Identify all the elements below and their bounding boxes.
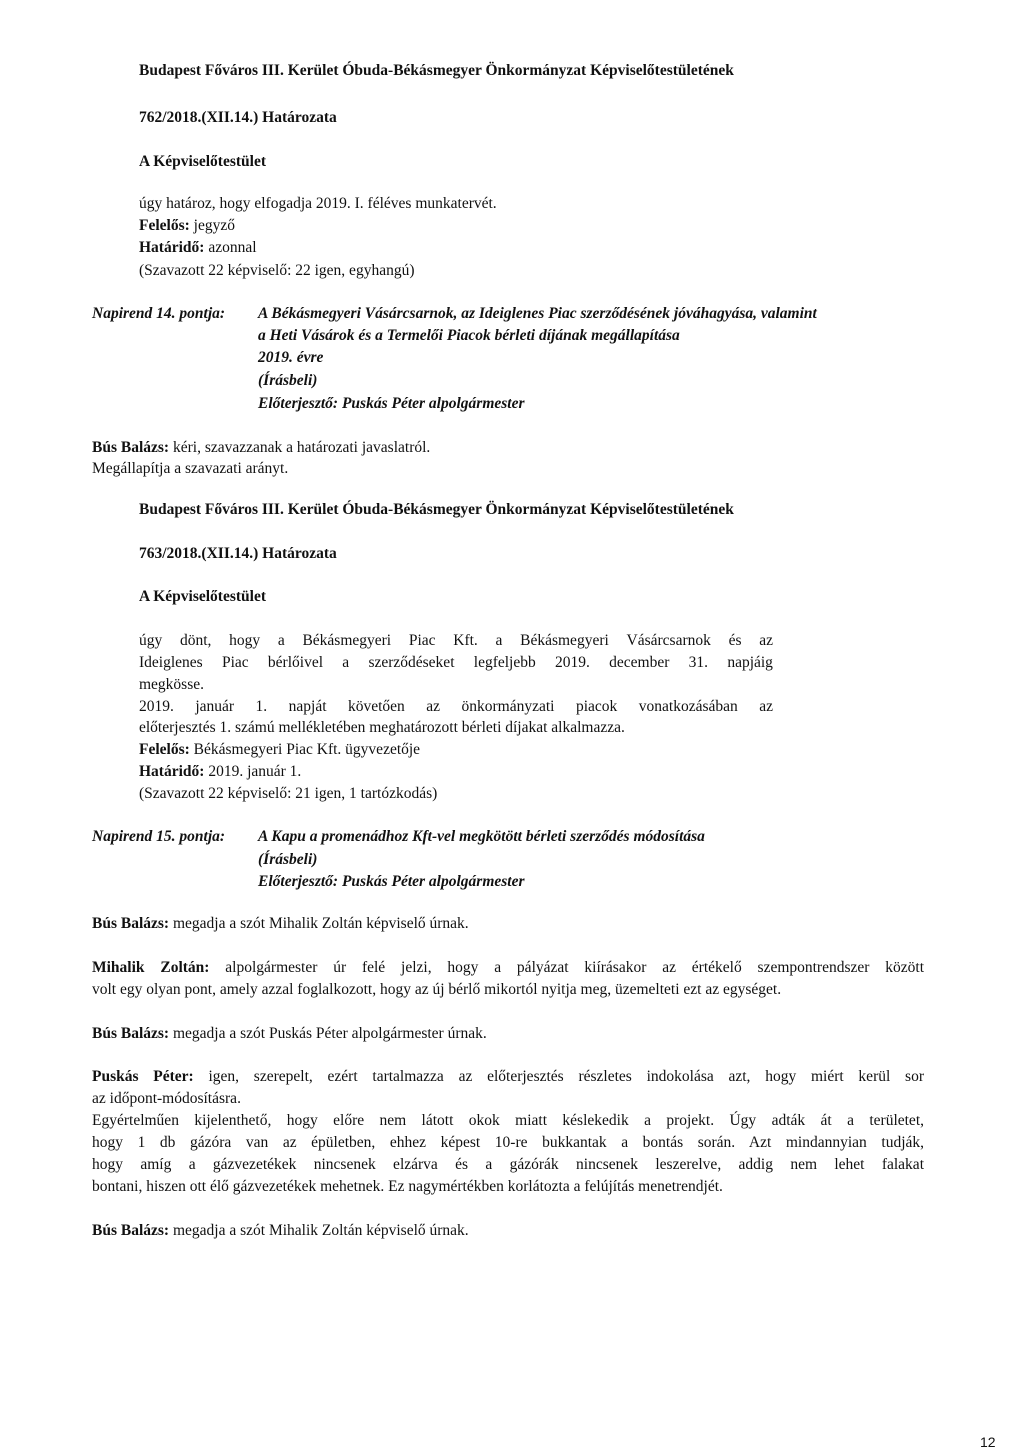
speech-text-cont: bontani, hiszen ott élő gázvezetékek mehetnek. Ez nagymértékben korlátozta a felújítás menetrendjét. [92, 1178, 723, 1195]
resolution-header: Budapest Főváros III. Kerület Óbuda-Békásmegyer Önkormányzat Képviselőtestületének [139, 62, 734, 79]
responsible-value: jegyző [193, 217, 235, 234]
speech-text: kéri, szavazzanak a határozati javaslatról. [172, 439, 431, 456]
word: piacok [575, 698, 618, 715]
speaker-name: Bús Balázs: [92, 1222, 170, 1239]
vote-result: (Szavazott 22 képviselő: 22 igen, egyhangú) [139, 262, 415, 279]
word: szerződéseket [368, 654, 455, 671]
speech-line [92, 916, 469, 932]
word: Kft. [453, 632, 478, 649]
resolution-text-line: előterjesztés 1. számú mellékletében meghatározott bérleti díjakat alkalmazza. [139, 719, 625, 736]
speech-text-cont: Egyértelműen kijelenthető, hogy előre nem látott okok miatt késlekedik a projekt. Úgy adták át a területet, [92, 1112, 924, 1129]
responsible-line [139, 742, 420, 758]
resolution-header: Budapest Főváros III. Kerület Óbuda-Békásmegyer Önkormányzat Képviselőtestületének [139, 501, 734, 518]
word: Piac [221, 654, 249, 671]
agenda-item-title-cont: a Heti Vásárok és a Termelői Piacok bérleti díjának megállapítása [258, 327, 680, 344]
responsible-line [139, 218, 235, 234]
word: hogy [229, 632, 261, 649]
word: 2019. [555, 654, 590, 671]
word: Ideiglenes [139, 654, 203, 671]
word: 2019. [139, 698, 174, 715]
speaker-name: Mihalik Zoltán: [92, 959, 210, 976]
resolution-text-line [139, 633, 773, 649]
deadline-label: Határidő: [139, 763, 205, 780]
speech-line [92, 1026, 487, 1042]
word: a [342, 654, 350, 671]
resolution-number: 763/2018.(XII.14.) Határozata [139, 545, 337, 562]
speaker-name: Puskás Péter: [92, 1068, 194, 1085]
responsible-value: Békásmegyeri Piac Kft. ügyvezetője [193, 741, 421, 758]
vote-result: (Szavazott 22 képviselő: 21 igen, 1 tartózkodás) [139, 785, 438, 802]
deadline-line [139, 764, 301, 780]
word: december [609, 654, 670, 671]
speech-line [92, 1069, 924, 1085]
word: napját [288, 698, 327, 715]
word: napjáig [727, 654, 773, 671]
word: önkormányzati [461, 698, 555, 715]
speaker-name: Bús Balázs: [92, 1025, 170, 1042]
speech-text: alpolgármester úr felé jelzi, hogy a pályázat kiírásakor az értékelő szempontrendszer között [225, 959, 924, 976]
resolution-number: 762/2018.(XII.14.) Határozata [139, 109, 337, 126]
speech-line [92, 960, 924, 976]
word: bérlőivel [267, 654, 324, 671]
speech-text-cont: az időpont-módosításra. [92, 1090, 241, 1107]
word: 1. [255, 698, 268, 715]
speech-text-cont: hogy 1 db gázóra van az épületben, ehhez képest 10-re bukkantak a bontás során. Azt mindannyian tudják, [92, 1134, 924, 1151]
word: dönt, [179, 632, 212, 649]
word: úgy [139, 632, 163, 649]
agenda-item-presenter: Előterjesztő: Puskás Péter alpolgármester [258, 873, 525, 890]
resolution-text-line [139, 655, 773, 671]
word: az [426, 698, 441, 715]
agenda-item-title: A Békásmegyeri Vásárcsarnok, az Ideiglenes Piac szerződésének jóváhagyása, valamint [258, 305, 817, 322]
speaker-name: Bús Balázs: [92, 915, 170, 932]
word: a [277, 632, 285, 649]
word: legfeljebb [473, 654, 536, 671]
word: az [759, 698, 773, 715]
speech-line [92, 440, 430, 456]
agenda-item-title-cont: 2019. évre [258, 349, 324, 366]
word: Piac [408, 632, 436, 649]
agenda-item-label: Napirend 14. pontja: [92, 305, 226, 322]
speech-text-cont: volt egy olyan pont, amely azzal foglalkozott, hogy az új bérlő mikortól nyitja meg, üzemelteti ezt az egységet. [92, 981, 782, 998]
speech-text: megadja a szót Mihalik Zoltán képviselő úrnak. [172, 1222, 469, 1239]
word: a [495, 632, 503, 649]
word: vonatkozásában [638, 698, 738, 715]
speech-text: megadja a szót Mihalik Zoltán képviselő úrnak. [172, 915, 469, 932]
resolution-text-line: megkösse. [139, 676, 205, 693]
agenda-item-title: A Kapu a promenádhoz Kft-vel megkötött bérleti szerződés módosítása [258, 828, 705, 845]
word: 31. [688, 654, 709, 671]
word: és [728, 632, 742, 649]
word: követően [347, 698, 405, 715]
word: Békásmegyeri [302, 632, 392, 649]
speech-text: igen, szerepelt, ezért tartalmazza az előterjesztés részletes indokolása azt, hogy miért kerül sor [208, 1068, 924, 1085]
agenda-item-presenter: Előterjesztő: Puskás Péter alpolgármester [258, 395, 525, 412]
responsible-label: Felelős: [139, 741, 190, 758]
resolution-text-line [139, 699, 773, 715]
word: az [759, 632, 773, 649]
agenda-item-format: (Írásbeli) [258, 851, 318, 868]
word: Vásárcsarnok [626, 632, 711, 649]
responsible-label: Felelős: [139, 217, 190, 234]
resolution-body-title: A Képviselőtestület [139, 588, 266, 605]
speech-text: megadja a szót Puskás Péter alpolgármester úrnak. [172, 1025, 487, 1042]
agenda-item-label: Napirend 15. pontja: [92, 828, 226, 845]
speech-line [92, 1223, 469, 1239]
speech-text-cont: Megállapítja a szavazati arányt. [92, 460, 289, 477]
resolution-body-title: A Képviselőtestület [139, 153, 266, 170]
word: Békásmegyeri [520, 632, 609, 649]
speech-text-cont: hogy amíg a gázvezetékek nincsenek elzárva és a gázórák nincsenek leszerelve, addig nem lehet falakat [92, 1156, 924, 1173]
deadline-label: Határidő: [139, 239, 205, 256]
word: január [195, 698, 235, 715]
page-number: 12 [980, 1434, 996, 1450]
deadline-value: azonnal [208, 239, 257, 256]
deadline-value: 2019. január 1. [208, 763, 302, 780]
agenda-item-format: (Írásbeli) [258, 372, 318, 389]
speaker-name: Bús Balázs: [92, 439, 170, 456]
deadline-line [139, 240, 257, 256]
resolution-text: úgy határoz, hogy elfogadja 2019. I. féléves munkatervét. [139, 195, 497, 212]
